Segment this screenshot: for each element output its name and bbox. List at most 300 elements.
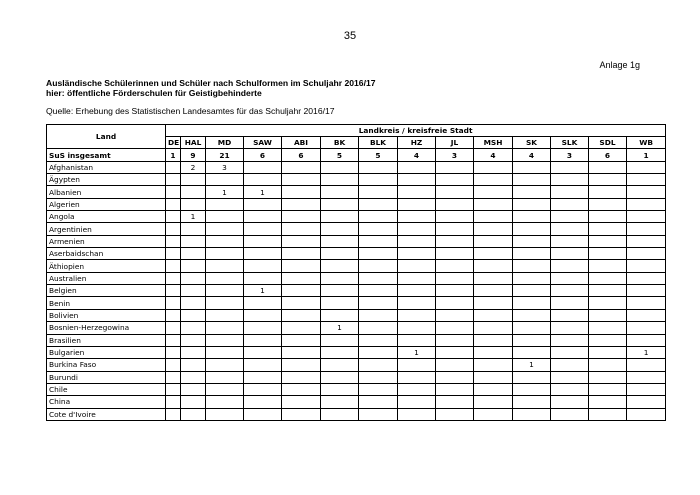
- column-header-land: Land: [47, 125, 166, 149]
- value-cell-abi: [282, 248, 321, 260]
- total-cell-slk: 3: [551, 149, 589, 161]
- value-cell-jl: [436, 285, 474, 297]
- value-cell-jl: [436, 383, 474, 395]
- value-cell-hal: [181, 359, 206, 371]
- country-cell: Belgien: [47, 285, 166, 297]
- value-cell-hal: [181, 223, 206, 235]
- value-cell-md: [206, 223, 244, 235]
- value-cell-sdl: [589, 235, 627, 247]
- value-cell-bk: [321, 408, 359, 420]
- country-cell: Armenien: [47, 235, 166, 247]
- title-line-1: Ausländische Schülerinnen und Schüler nach Schulformen im Schuljahr 2016/17: [46, 78, 376, 88]
- country-cell: Australien: [47, 272, 166, 284]
- value-cell-md: 3: [206, 161, 244, 173]
- value-cell-slk: [551, 248, 589, 260]
- value-cell-wb: [627, 371, 666, 383]
- value-cell-md: [206, 260, 244, 272]
- column-header-blk: BLK: [359, 137, 398, 149]
- value-cell-md: [206, 297, 244, 309]
- table-body: [47, 149, 666, 421]
- table-row: [47, 359, 666, 371]
- value-cell-slk: [551, 161, 589, 173]
- value-cell-blk: [359, 248, 398, 260]
- value-cell-saw: [244, 198, 282, 210]
- column-group-header: Landkreis / kreisfreie Stadt: [166, 125, 666, 137]
- value-cell-hal: [181, 272, 206, 284]
- total-cell-bk: 5: [321, 149, 359, 161]
- value-cell-abi: [282, 285, 321, 297]
- column-header-md: MD: [206, 137, 244, 149]
- value-cell-bk: [321, 309, 359, 321]
- value-cell-sk: [513, 309, 551, 321]
- value-cell-md: [206, 408, 244, 420]
- value-cell-blk: [359, 235, 398, 247]
- value-cell-sdl: [589, 198, 627, 210]
- value-cell-hal: 1: [181, 211, 206, 223]
- value-cell-md: [206, 322, 244, 334]
- value-cell-md: [206, 285, 244, 297]
- value-cell-saw: [244, 161, 282, 173]
- value-cell-hz: [398, 383, 436, 395]
- value-cell-sdl: [589, 346, 627, 358]
- value-cell-slk: [551, 198, 589, 210]
- value-cell-bk: [321, 161, 359, 173]
- value-cell-wb: [627, 235, 666, 247]
- value-cell-de: [166, 198, 181, 210]
- value-cell-saw: [244, 211, 282, 223]
- value-cell-slk: [551, 359, 589, 371]
- value-cell-msh: [474, 272, 513, 284]
- appendix-label: Anlage 1g: [599, 60, 640, 70]
- value-cell-blk: [359, 198, 398, 210]
- value-cell-bk: [321, 346, 359, 358]
- table-row: [47, 383, 666, 395]
- country-cell: Burundi: [47, 371, 166, 383]
- value-cell-msh: [474, 248, 513, 260]
- value-cell-blk: [359, 174, 398, 186]
- value-cell-hz: [398, 408, 436, 420]
- value-cell-hal: [181, 396, 206, 408]
- value-cell-sdl: [589, 174, 627, 186]
- value-cell-abi: [282, 223, 321, 235]
- total-cell-hal: 9: [181, 149, 206, 161]
- value-cell-wb: [627, 383, 666, 395]
- column-header-sdl: SDL: [589, 137, 627, 149]
- table-row: [47, 174, 666, 186]
- value-cell-md: [206, 235, 244, 247]
- value-cell-de: [166, 297, 181, 309]
- value-cell-hz: [398, 248, 436, 260]
- value-cell-bk: [321, 198, 359, 210]
- title-line-2: hier: öffentliche Förderschulen für Geistigbehinderte: [46, 88, 262, 98]
- table-row: [47, 198, 666, 210]
- table-row: [47, 235, 666, 247]
- value-cell-saw: [244, 248, 282, 260]
- value-cell-abi: [282, 396, 321, 408]
- value-cell-sdl: [589, 322, 627, 334]
- value-cell-abi: [282, 186, 321, 198]
- value-cell-slk: [551, 211, 589, 223]
- value-cell-saw: [244, 297, 282, 309]
- value-cell-de: [166, 161, 181, 173]
- column-header-saw: SAW: [244, 137, 282, 149]
- value-cell-bk: [321, 334, 359, 346]
- value-cell-slk: [551, 334, 589, 346]
- value-cell-jl: [436, 186, 474, 198]
- country-cell: Äthiopien: [47, 260, 166, 272]
- total-cell-de: 1: [166, 149, 181, 161]
- value-cell-hal: [181, 235, 206, 247]
- value-cell-sdl: [589, 272, 627, 284]
- value-cell-bk: [321, 248, 359, 260]
- value-cell-de: [166, 248, 181, 260]
- value-cell-saw: [244, 309, 282, 321]
- value-cell-de: [166, 260, 181, 272]
- value-cell-de: [166, 186, 181, 198]
- value-cell-sk: [513, 322, 551, 334]
- value-cell-sdl: [589, 371, 627, 383]
- value-cell-blk: [359, 408, 398, 420]
- value-cell-msh: [474, 223, 513, 235]
- value-cell-sk: [513, 371, 551, 383]
- value-cell-md: [206, 272, 244, 284]
- value-cell-sk: [513, 174, 551, 186]
- value-cell-sdl: [589, 248, 627, 260]
- value-cell-abi: [282, 371, 321, 383]
- value-cell-msh: [474, 383, 513, 395]
- table-header: [47, 125, 666, 149]
- value-cell-msh: [474, 334, 513, 346]
- value-cell-wb: [627, 309, 666, 321]
- value-cell-hz: [398, 260, 436, 272]
- value-cell-blk: [359, 260, 398, 272]
- value-cell-wb: [627, 260, 666, 272]
- total-cell-sk: 4: [513, 149, 551, 161]
- value-cell-wb: [627, 297, 666, 309]
- table-row: [47, 223, 666, 235]
- value-cell-hz: [398, 396, 436, 408]
- value-cell-saw: 1: [244, 186, 282, 198]
- value-cell-md: [206, 309, 244, 321]
- value-cell-abi: [282, 322, 321, 334]
- value-cell-sk: [513, 346, 551, 358]
- value-cell-saw: [244, 272, 282, 284]
- value-cell-sdl: [589, 186, 627, 198]
- value-cell-blk: [359, 309, 398, 321]
- value-cell-slk: [551, 322, 589, 334]
- value-cell-sdl: [589, 383, 627, 395]
- value-cell-sk: [513, 383, 551, 395]
- value-cell-sdl: [589, 161, 627, 173]
- column-header-bk: BK: [321, 137, 359, 149]
- page-number: 35: [343, 30, 357, 42]
- country-cell: Bolivien: [47, 309, 166, 321]
- value-cell-sdl: [589, 334, 627, 346]
- value-cell-md: [206, 396, 244, 408]
- country-cell: Benin: [47, 297, 166, 309]
- value-cell-blk: [359, 186, 398, 198]
- total-cell-md: 21: [206, 149, 244, 161]
- total-cell-sdl: 6: [589, 149, 627, 161]
- value-cell-blk: [359, 223, 398, 235]
- value-cell-slk: [551, 396, 589, 408]
- value-cell-msh: [474, 408, 513, 420]
- value-cell-md: [206, 174, 244, 186]
- value-cell-blk: [359, 334, 398, 346]
- value-cell-md: [206, 198, 244, 210]
- value-cell-jl: [436, 396, 474, 408]
- value-cell-wb: [627, 322, 666, 334]
- column-header-jl: JL: [436, 137, 474, 149]
- value-cell-slk: [551, 272, 589, 284]
- value-cell-bk: [321, 272, 359, 284]
- total-row: [47, 149, 666, 161]
- total-cell-saw: 6: [244, 149, 282, 161]
- value-cell-jl: [436, 346, 474, 358]
- value-cell-jl: [436, 359, 474, 371]
- value-cell-abi: [282, 297, 321, 309]
- value-cell-md: [206, 359, 244, 371]
- value-cell-jl: [436, 161, 474, 173]
- value-cell-abi: [282, 198, 321, 210]
- value-cell-abi: [282, 346, 321, 358]
- header-row-group: [47, 125, 666, 137]
- value-cell-slk: [551, 174, 589, 186]
- value-cell-wb: [627, 248, 666, 260]
- value-cell-de: [166, 223, 181, 235]
- value-cell-hal: [181, 322, 206, 334]
- value-cell-sk: [513, 285, 551, 297]
- value-cell-abi: [282, 408, 321, 420]
- table-row: [47, 408, 666, 420]
- value-cell-de: [166, 272, 181, 284]
- total-label: SuS insgesamt: [47, 149, 166, 161]
- value-cell-msh: [474, 285, 513, 297]
- value-cell-jl: [436, 297, 474, 309]
- value-cell-abi: [282, 260, 321, 272]
- value-cell-wb: [627, 272, 666, 284]
- value-cell-slk: [551, 408, 589, 420]
- value-cell-wb: [627, 211, 666, 223]
- value-cell-msh: [474, 297, 513, 309]
- value-cell-sdl: [589, 260, 627, 272]
- value-cell-wb: [627, 408, 666, 420]
- column-header-sk: SK: [513, 137, 551, 149]
- value-cell-sdl: [589, 359, 627, 371]
- value-cell-slk: [551, 371, 589, 383]
- value-cell-sk: [513, 161, 551, 173]
- value-cell-wb: [627, 334, 666, 346]
- value-cell-blk: [359, 383, 398, 395]
- value-cell-jl: [436, 371, 474, 383]
- value-cell-saw: [244, 408, 282, 420]
- value-cell-blk: [359, 161, 398, 173]
- value-cell-saw: [244, 260, 282, 272]
- value-cell-de: [166, 383, 181, 395]
- value-cell-hal: [181, 297, 206, 309]
- table-row: [47, 248, 666, 260]
- value-cell-msh: [474, 174, 513, 186]
- value-cell-msh: [474, 198, 513, 210]
- country-cell: Cote d'Ivoire: [47, 408, 166, 420]
- value-cell-de: [166, 235, 181, 247]
- value-cell-abi: [282, 272, 321, 284]
- value-cell-hz: [398, 211, 436, 223]
- value-cell-msh: [474, 371, 513, 383]
- value-cell-jl: [436, 322, 474, 334]
- country-cell: Argentinien: [47, 223, 166, 235]
- column-header-hal: HAL: [181, 137, 206, 149]
- value-cell-wb: [627, 396, 666, 408]
- value-cell-blk: [359, 346, 398, 358]
- table-row: [47, 272, 666, 284]
- value-cell-slk: [551, 235, 589, 247]
- value-cell-slk: [551, 223, 589, 235]
- value-cell-sk: [513, 211, 551, 223]
- table-row: [47, 346, 666, 358]
- column-header-de: DE: [166, 137, 181, 149]
- value-cell-sk: [513, 223, 551, 235]
- value-cell-sk: 1: [513, 359, 551, 371]
- value-cell-hal: [181, 174, 206, 186]
- value-cell-de: [166, 359, 181, 371]
- value-cell-saw: [244, 383, 282, 395]
- value-cell-sk: [513, 248, 551, 260]
- table-row: [47, 371, 666, 383]
- value-cell-sdl: [589, 223, 627, 235]
- value-cell-hz: [398, 235, 436, 247]
- country-cell: Bosnien-Herzegowina: [47, 322, 166, 334]
- value-cell-msh: [474, 260, 513, 272]
- value-cell-de: [166, 322, 181, 334]
- value-cell-blk: [359, 322, 398, 334]
- value-cell-md: [206, 383, 244, 395]
- value-cell-bk: [321, 174, 359, 186]
- value-cell-hz: 1: [398, 346, 436, 358]
- column-header-slk: SLK: [551, 137, 589, 149]
- value-cell-msh: [474, 346, 513, 358]
- country-cell: China: [47, 396, 166, 408]
- value-cell-sk: [513, 408, 551, 420]
- value-cell-hz: [398, 334, 436, 346]
- value-cell-saw: [244, 346, 282, 358]
- value-cell-wb: [627, 186, 666, 198]
- value-cell-msh: [474, 235, 513, 247]
- country-cell: Brasilien: [47, 334, 166, 346]
- value-cell-md: [206, 248, 244, 260]
- country-cell: Afghanistan: [47, 161, 166, 173]
- value-cell-hal: [181, 346, 206, 358]
- value-cell-sk: [513, 334, 551, 346]
- value-cell-saw: [244, 235, 282, 247]
- value-cell-blk: [359, 371, 398, 383]
- country-cell: Bulgarien: [47, 346, 166, 358]
- total-cell-wb: 1: [627, 149, 666, 161]
- value-cell-hz: [398, 359, 436, 371]
- value-cell-hz: [398, 174, 436, 186]
- value-cell-hal: [181, 186, 206, 198]
- total-cell-msh: 4: [474, 149, 513, 161]
- value-cell-msh: [474, 161, 513, 173]
- total-cell-jl: 3: [436, 149, 474, 161]
- value-cell-de: [166, 346, 181, 358]
- table-row: [47, 186, 666, 198]
- table-row: [47, 285, 666, 297]
- value-cell-hz: [398, 309, 436, 321]
- country-cell: Angola: [47, 211, 166, 223]
- value-cell-hz: [398, 297, 436, 309]
- value-cell-de: [166, 309, 181, 321]
- value-cell-sk: [513, 272, 551, 284]
- value-cell-blk: [359, 297, 398, 309]
- value-cell-wb: [627, 359, 666, 371]
- value-cell-blk: [359, 285, 398, 297]
- value-cell-sk: [513, 186, 551, 198]
- value-cell-slk: [551, 297, 589, 309]
- value-cell-jl: [436, 248, 474, 260]
- value-cell-bk: [321, 260, 359, 272]
- value-cell-hz: [398, 186, 436, 198]
- value-cell-msh: [474, 186, 513, 198]
- value-cell-sdl: [589, 211, 627, 223]
- value-cell-saw: [244, 174, 282, 186]
- column-header-wb: WB: [627, 137, 666, 149]
- table-row: [47, 161, 666, 173]
- value-cell-jl: [436, 334, 474, 346]
- country-cell: Ägypten: [47, 174, 166, 186]
- value-cell-sdl: [589, 309, 627, 321]
- table-row: [47, 309, 666, 321]
- value-cell-jl: [436, 174, 474, 186]
- value-cell-md: [206, 371, 244, 383]
- value-cell-de: [166, 396, 181, 408]
- value-cell-bk: [321, 223, 359, 235]
- value-cell-hal: [181, 371, 206, 383]
- value-cell-bk: [321, 285, 359, 297]
- value-cell-bk: 1: [321, 322, 359, 334]
- value-cell-saw: [244, 371, 282, 383]
- value-cell-hz: [398, 285, 436, 297]
- value-cell-hal: [181, 198, 206, 210]
- value-cell-bk: [321, 396, 359, 408]
- value-cell-jl: [436, 408, 474, 420]
- value-cell-abi: [282, 161, 321, 173]
- value-cell-de: [166, 211, 181, 223]
- table-row: [47, 260, 666, 272]
- value-cell-saw: 1: [244, 285, 282, 297]
- value-cell-wb: [627, 174, 666, 186]
- column-header-hz: HZ: [398, 137, 436, 149]
- value-cell-hz: [398, 198, 436, 210]
- value-cell-md: 1: [206, 186, 244, 198]
- value-cell-saw: [244, 396, 282, 408]
- total-cell-abi: 6: [282, 149, 321, 161]
- value-cell-hz: [398, 322, 436, 334]
- value-cell-hz: [398, 223, 436, 235]
- value-cell-md: [206, 346, 244, 358]
- value-cell-md: [206, 211, 244, 223]
- value-cell-wb: [627, 285, 666, 297]
- value-cell-de: [166, 174, 181, 186]
- value-cell-abi: [282, 174, 321, 186]
- country-cell: Aserbaidschan: [47, 248, 166, 260]
- value-cell-msh: [474, 211, 513, 223]
- value-cell-bk: [321, 211, 359, 223]
- value-cell-bk: [321, 371, 359, 383]
- value-cell-hz: [398, 371, 436, 383]
- value-cell-abi: [282, 211, 321, 223]
- total-cell-hz: 4: [398, 149, 436, 161]
